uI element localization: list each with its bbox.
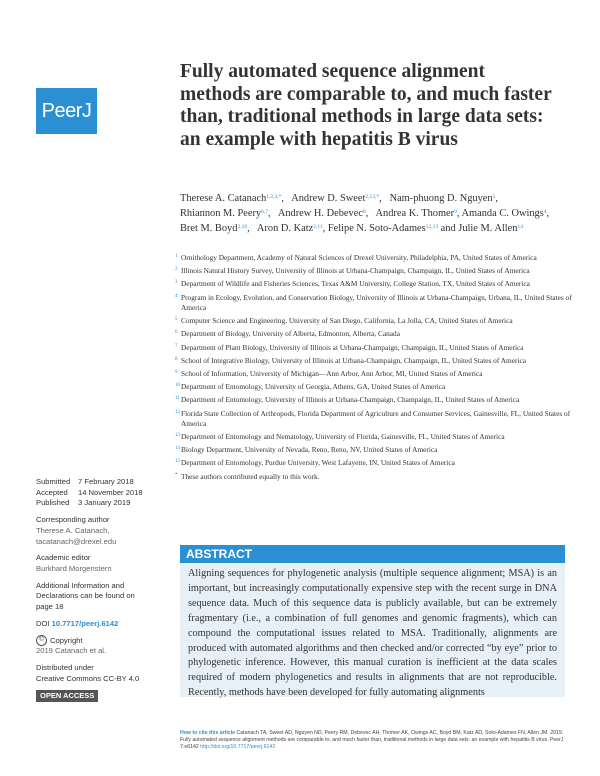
author[interactable]: Amanda C. Owings$^4$, [461, 208, 550, 219]
author[interactable]: Rhiannon M. Peery$^{6,7}$, [180, 208, 271, 219]
additional-info-line: Declarations can be found on [36, 591, 135, 601]
abstract-heading: ABSTRACT [180, 545, 565, 563]
copyright-holder: 2019 Catanach et al. [36, 646, 107, 656]
affiliation: 7 Department of Plant Biology, University of Illinois at Urbana-Champaign, Champaign, IL, United States of America [175, 342, 524, 352]
article-title: Fully automated sequence alignment methods are comparable to, and much faster than, traditional methods in large data sets: an example with hepatitis B virus [180, 61, 552, 150]
academic-editor-label: Academic editor [36, 553, 91, 563]
copyright-icon: © [36, 635, 47, 646]
additional-info-line: Additional Information and [36, 580, 125, 590]
citation-label: How to cite this article [180, 730, 236, 736]
affiliation: 8 School of Integrative Biology, University of Illinois at Urbana-Champaign, Champaign, IL, United States of America [175, 355, 527, 365]
corresponding-author-name: Therese A. Catanach, [36, 525, 110, 535]
affiliation: 6 Department of Biology, University of Alberta, Edmonton, Alberta, Canada [175, 329, 400, 339]
affiliation: 14 Biology Department, University of Nevada, Reno, Reno, NV, United States of America [175, 445, 438, 455]
equal-contribution-note: * These authors contributed equally to this work. [175, 471, 320, 481]
affiliation: 15 Department of Entomology, Purdue University, West Lafayette, IN, United States of America [175, 458, 455, 468]
affiliation: 10 Department of Entomology, University of Georgia, Athens, GA, United States of America [175, 382, 446, 392]
citation-doi-link[interactable]: http://doi.org/10.7717/peerj.6142 [200, 744, 276, 751]
copyright-line: © Copyright [36, 635, 161, 646]
affiliation: 3 Department of Wildlife and Fisheries Sciences, Texas A&M University, College Station, TX, United States of America [175, 279, 530, 289]
additional-info-link[interactable]: page 18 [36, 602, 64, 612]
license-line: Distributed under [36, 663, 94, 673]
academic-editor-name: Burkhard Morgenstern [36, 563, 112, 573]
affiliation: 9 School of Information, University of Michigan—Ann Arbor, Ann Arbor, MI, United States of America [175, 368, 483, 378]
affiliation: 4 Program in Ecology, Evolution, and Conservation Biology, University of Illinois at Urbana-Champaign, Urbana, IL, United States of America [175, 292, 572, 312]
affiliation: 12 Florida State Collection of Arthropods, Florida Department of Agriculture and Consumer Services, Gainesville, FL, United States of America [175, 408, 571, 428]
license-link[interactable]: Creative Commons CC-BY 4.0 [36, 673, 140, 683]
affiliation: 13 Department of Entomology and Nematology, University of Florida, Gainesville, FL, United States of America [175, 432, 505, 441]
author[interactable]: Aron D. Katz$^{2,11}$, [256, 223, 326, 234]
corresponding-author-email[interactable]: tacatanach@drexel.edu [36, 536, 117, 546]
published-date: Published 3 January 2019 [36, 498, 131, 508]
author[interactable]: Andrea K. Thomer$^9$, [375, 208, 460, 219]
affiliation-list [175, 253, 575, 485]
doi: DOI 10.7717/peerj.6142 [36, 618, 119, 628]
author[interactable]: Felipe N. Soto-Adames$^{12,13}$ and [327, 223, 456, 234]
open-access-badge: OPEN ACCESS [36, 690, 98, 703]
author[interactable]: Andrew D. Sweet$^{2,13,*}$, [291, 193, 382, 204]
author[interactable]: Bret M. Boyd$^{2,10}$, [180, 223, 250, 234]
author-list [180, 191, 572, 236]
author[interactable]: Julie M. Allen$^{14}$ [458, 223, 523, 234]
doi-link[interactable]: 10.7717/peerj.6142 [51, 618, 119, 628]
corresponding-author-label: Corresponding author [36, 515, 110, 525]
accepted-date: Accepted 14 November 2018 [36, 487, 143, 497]
submitted-date: Submitted 7 February 2018 [36, 477, 134, 486]
affiliation: 11 Department of Entomology, University of Illinois at Urbana-Champaign, Champaign, IL, United States of America [175, 395, 520, 405]
affiliation: 2 Illinois Natural History Survey, University of Illinois at Urbana-Champaign, Champaign, IL, United States of America [175, 266, 530, 276]
peerj-logo: PeerJ [36, 88, 97, 134]
citation-text: Catanach TA, Sweet AD, Nguyen ND, Peery RM, Debevec AH, Thomer AK, Owings AC, Boyd BM, Katz AD, Soto-Adames FN, Allen JM. 2019. Fully automated sequence alignment methods are comparable to, and much faster than, traditional methods in large data sets: an example with hepatitis B virus. PeerJ 7:e6142 [180, 730, 564, 751]
abstract-text: Aligning sequences for phylogenetic analysis (multiple sequence alignment; MSA) is an important, but increasingly computationally expensive step with the recent surge in DNA sequence data. Much of this sequence data is publicly available, but can be extremely fragmentary (i.e., a combination of full genomes and genomic fragments), which can compound the computational issues related to MSA. Traditionally, alignments are produced with automated algorithms and then checked and/or corrected “by eye” prior to phylogenetic inference. However, this manual curation is inefficient at the data scales required of modern phylogenetics and results in alignments that are not reproducible. Recently, methods have been developed for fully automating alignments [180, 563, 565, 697]
affiliation: 5 Computer Science and Engineering, University of San Diego, California, La Jolla, CA, United States of America [175, 316, 513, 326]
article-info-sidebar [36, 477, 161, 702]
author[interactable]: Nam-phuong D. Nguyen$^5$, [389, 193, 498, 204]
affiliation: 1 Ornithology Department, Academy of Natural Sciences of Drexel University, Philadelphia, PA, United States of America [175, 253, 537, 262]
author[interactable]: Therese A. Catanach$^{1,2,3,*}$, [180, 193, 284, 204]
author[interactable]: Andrew H. Debevec$^8$, [277, 208, 369, 219]
citation-footer [180, 730, 570, 752]
